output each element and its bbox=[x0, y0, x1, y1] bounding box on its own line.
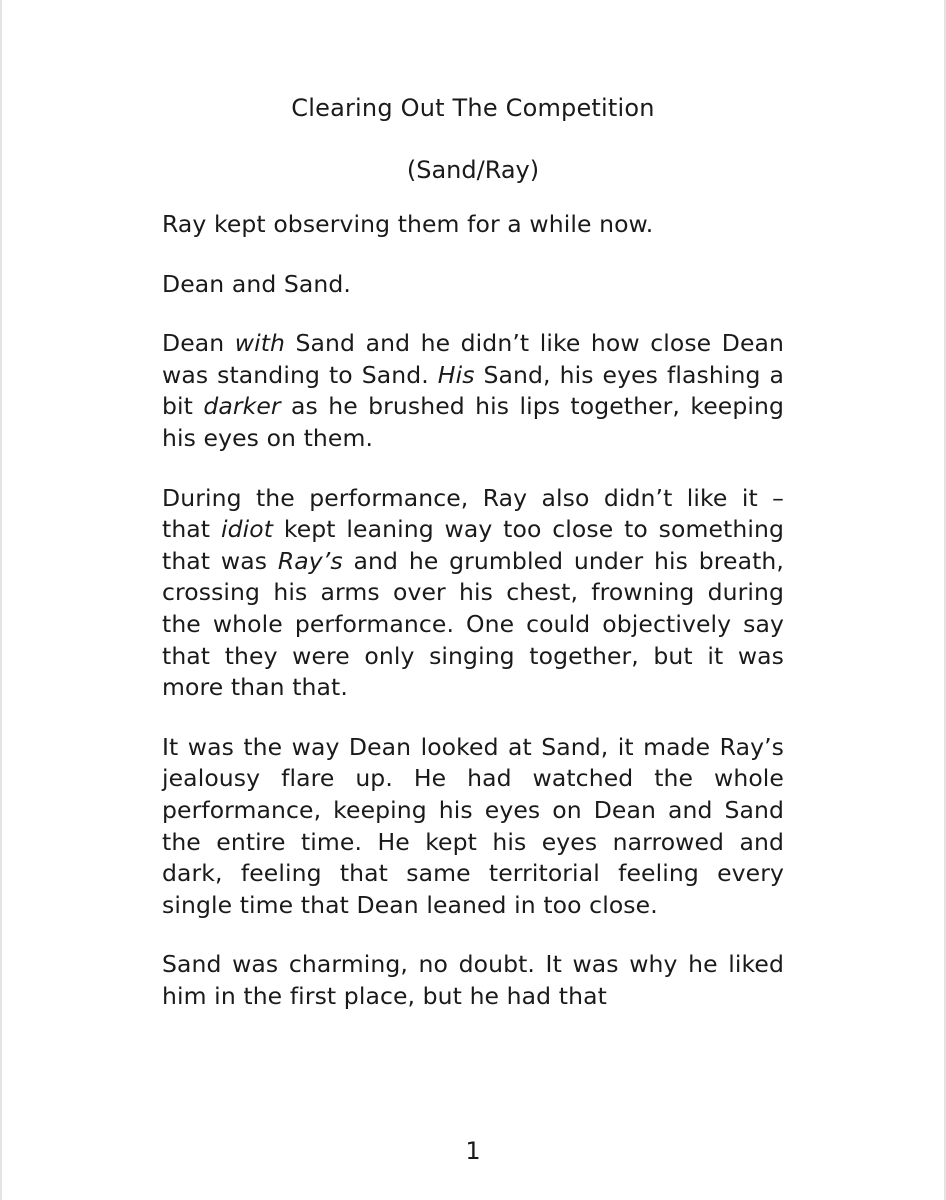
italic-text: Ray’s bbox=[277, 546, 343, 575]
paragraph-text: Dean bbox=[162, 329, 235, 358]
italic-text: idiot bbox=[220, 515, 274, 544]
italic-text: darker bbox=[203, 392, 281, 421]
story-pairing: (Sand/Ray) bbox=[406, 156, 540, 184]
paragraph-text: It was the way Dean looked at Sand, it made Ray’s jealousy flare up. He had watched the whole performance, keeping his eyes on Dean and Sand the entire time. He kept his eyes narrowed and dark, feeling that same territorial feeling every single time that Dean leaned in too close. bbox=[162, 732, 784, 919]
paragraph-text: Sand, his eyes flashing a bit bbox=[162, 360, 784, 421]
paragraph-text: During the performance, Ray also didn’t like it – that bbox=[162, 483, 784, 544]
italic-text: His bbox=[437, 360, 475, 389]
story-body bbox=[162, 209, 784, 1040]
paragraph-text: Ray kept observing them for a while now. bbox=[162, 210, 654, 238]
paragraph-text: Sand was charming, no doubt. It was why he liked him in the first place, but he had that bbox=[162, 950, 784, 1010]
paragraph bbox=[162, 328, 784, 454]
paragraph bbox=[162, 269, 784, 301]
italic-text: with bbox=[234, 329, 286, 358]
paragraph-text: as he brushed his lips together, keeping his eyes on them. bbox=[162, 392, 785, 452]
paragraph-text: Dean and Sand. bbox=[162, 269, 351, 298]
paragraph-text: and he grumbled under his breath, crossing his arms over his chest, frowning during the whole performance. One could objectively say that they were only singing together, but it was more than that. bbox=[162, 546, 784, 702]
paragraph bbox=[162, 732, 784, 922]
paragraph-text: Sand and he didn’t like how close Dean was standing to Sand. bbox=[162, 329, 784, 389]
paragraph bbox=[162, 483, 784, 704]
paragraph bbox=[162, 209, 784, 241]
paragraph bbox=[162, 949, 784, 1012]
story-title: Clearing Out The Competition bbox=[291, 94, 655, 122]
paragraph-text: kept leaning way too close to something that was bbox=[162, 515, 784, 575]
page-number: 1 bbox=[465, 1137, 481, 1165]
